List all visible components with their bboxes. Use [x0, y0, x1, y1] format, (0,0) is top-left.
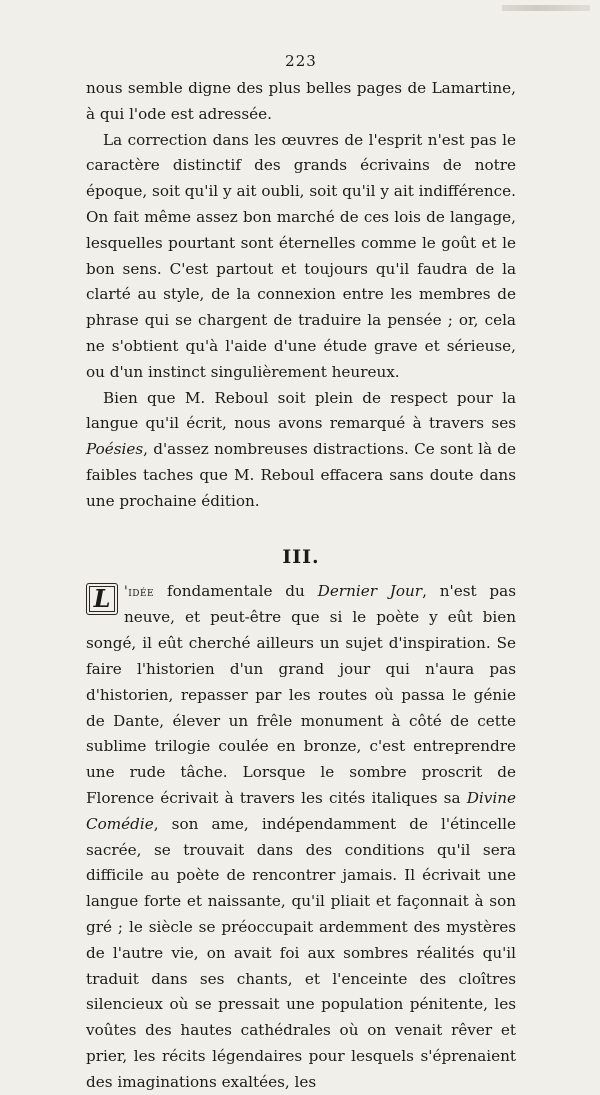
paragraph-3-text-a: Bien que M. Reboul soit plein de respect pour la langue qu'il écrit, nous avons remarqué à travers ses — [86, 388, 516, 433]
paragraph-4-text-a: fondamentale du — [154, 581, 318, 600]
paragraph-3-text-b: , d'assez nombreuses distractions. Ce sont là de faibles taches que M. Reboul effacera sans doute dans une prochaine édition. — [86, 440, 516, 510]
paragraph-2: La correction dans les œuvres de l'esprit n'est pas le caractère distinctif des grands écrivains de notre époque, soit qu'il y ait oubli, soit qu'il y ait indifférence. On fait même assez bon marché de ces lois de langage, lesquelles pourtant sont éternelles comme le goût et le bon sens. C'est partout et toujours qu'il faudra de la clarté au style, de la connexion entre les membres de phrase qui se chargent de traduire la pensée ; or, cela ne s'obtient qu'à l'aide d'une étude grave et sérieuse, ou d'un instinct singulièrement heureux. — [86, 130, 516, 381]
paragraph-4-text-c: , son ame, indépendamment de l'étincelle sacrée, se trouvait dans des conditions qu'il sera difficile au poète de rencontrer jamais. Il écrivait une langue forte et naissante, qu'il pliait et façonnait à son gré ; le siècle se préoccupait ardemment des mystères de l'autre vie, on avait foi aux sombres réalités qu'il traduit dans ses chants, et l'enceinte des cloîtres silencieux où se pressait une population pénitente, les voûtes des hautes cathédrales où on venait rêver et prier, les récits légendaires pour lesquels s'éprenaient des imaginations exaltées, les — [86, 814, 516, 1091]
paragraph-3 — [86, 386, 516, 515]
paragraph-4-title-dernier-jour: Dernier Jour — [317, 581, 423, 600]
section-heading: III. — [282, 545, 320, 568]
paragraph-4 — [86, 579, 516, 1095]
page-number: 223 — [285, 52, 317, 70]
scan-edge-mark — [502, 5, 590, 11]
book-page — [86, 50, 516, 1095]
paragraph-4-text-b: , n'est pas neuve, et peut-être que si le poète y eût bien songé, il eût cherché ailleurs un sujet d'inspiration. Se faire l'historien d'un grand jour qui n'aura pas d'historien, repasser par les routes où passa le génie de Dante, élever un frêle monument à côté de cette sublime trilogie coulée en bronze, c'est entreprendre une rude tâche. Lorsque le sombre proscrit de Florence écrivait à travers les cités italiques sa — [86, 581, 516, 807]
dropcap-letter: L — [86, 583, 118, 615]
paragraph-1: nous semble digne des plus belles pages de Lamartine, à qui l'ode est adressée. — [86, 79, 516, 123]
dropcap-continuation: 'idée — [124, 583, 155, 600]
paragraph-3-title-poesies: Poésies — [86, 440, 144, 459]
paragraph-4-title-divine-comedie: Divine Comédie — [86, 788, 516, 833]
